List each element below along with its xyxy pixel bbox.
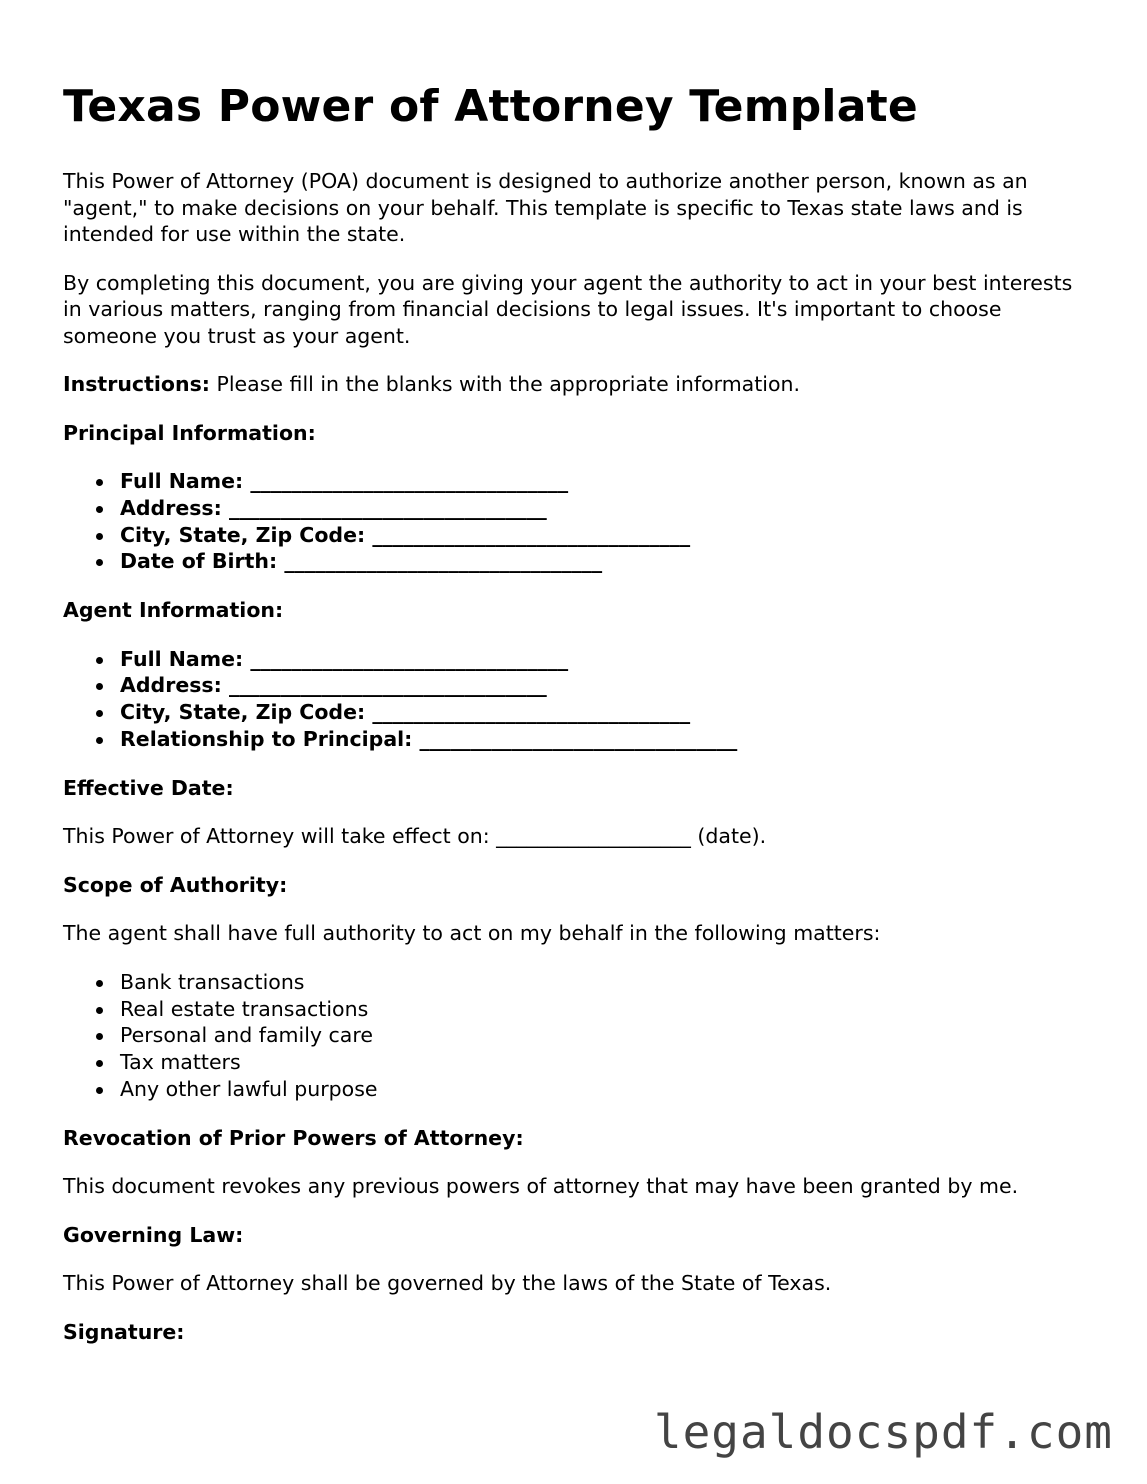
agent-heading: Agent Information: xyxy=(63,598,284,623)
fill-blank[interactable]: _______________________________ xyxy=(365,522,691,547)
scope-heading: Scope of Authority: xyxy=(63,872,288,897)
field-label: City, State, Zip Code: xyxy=(120,700,366,725)
field-label: Full Name: xyxy=(120,469,244,493)
site-watermark: legaldocspdf.com xyxy=(653,1405,1113,1459)
agent-address-field xyxy=(120,672,1093,699)
effective-date-text: This Power of Attorney will take effect on: ___________________ (date). xyxy=(63,824,767,849)
list-item: Any other lawful purpose xyxy=(120,1076,1093,1103)
instructions-text: Please fill in the blanks with the appropriate information. xyxy=(209,372,801,396)
field-label: Date of Birth: xyxy=(120,549,278,574)
intro-paragraph-1: This Power of Attorney (POA) document is designed to authorize another person, known as an "agent," to make decisions on your behalf. This template is specific to Texas state laws and is intended for use within the state. xyxy=(63,169,1028,246)
list-item: Real estate transactions xyxy=(120,996,1093,1023)
field-label: Address: xyxy=(120,673,222,698)
principal-fields-list xyxy=(63,468,1093,575)
scope-text: The agent shall have full authority to act on my behalf in the following matters: xyxy=(63,921,881,946)
signature-heading: Signature: xyxy=(63,1319,185,1344)
governing-law-heading: Governing Law: xyxy=(63,1222,244,1247)
instructions-paragraph xyxy=(63,371,1093,398)
fill-blank[interactable]: _______________________________ xyxy=(412,727,738,752)
governing-law-text: This Power of Attorney shall be governed by the laws of the State of Texas. xyxy=(63,1271,832,1296)
principal-address-field xyxy=(120,495,1093,522)
revocation-heading: Revocation of Prior Powers of Attorney: xyxy=(63,1125,524,1150)
principal-dob-field xyxy=(120,548,1093,575)
field-label: Relationship to Principal: xyxy=(120,727,413,752)
agent-relationship-field xyxy=(120,726,1093,753)
list-item: Tax matters xyxy=(120,1049,1093,1076)
fill-blank[interactable]: _______________________________ xyxy=(221,495,547,520)
document-title: Texas Power of Attorney Template xyxy=(63,81,918,132)
principal-full-name-field xyxy=(120,468,1093,495)
list-item: Personal and family care xyxy=(120,1022,1093,1049)
revocation-text: This document revokes any previous powers of attorney that may have been granted by me. xyxy=(63,1174,1019,1199)
list-item: Bank transactions xyxy=(120,969,1093,996)
fill-blank[interactable]: _______________________________ xyxy=(243,469,569,493)
principal-heading: Principal Information: xyxy=(63,420,316,445)
fill-blank[interactable]: _______________________________ xyxy=(365,700,691,725)
instructions-label: Instructions: xyxy=(63,372,210,396)
agent-fields-list xyxy=(63,646,1093,753)
fill-blank[interactable]: _______________________________ xyxy=(221,673,547,698)
field-label: Full Name: xyxy=(120,646,244,671)
principal-city-state-zip-field xyxy=(120,522,1093,549)
scope-items-list xyxy=(63,969,1093,1103)
field-label: Address: xyxy=(120,495,222,520)
fill-blank[interactable]: _______________________________ xyxy=(277,549,603,574)
document-page xyxy=(63,78,1093,1367)
agent-city-state-zip-field xyxy=(120,699,1093,726)
agent-full-name-field xyxy=(120,646,1093,673)
fill-blank[interactable]: _______________________________ xyxy=(243,646,569,671)
effective-date-heading: Effective Date: xyxy=(63,775,234,800)
intro-paragraph-2: By completing this document, you are giving your agent the authority to act in your best interests in various matters, ranging from financial decisions to legal issues. It's important to choose someone you trust as your agent. xyxy=(63,270,1073,348)
field-label: City, State, Zip Code: xyxy=(120,522,366,547)
